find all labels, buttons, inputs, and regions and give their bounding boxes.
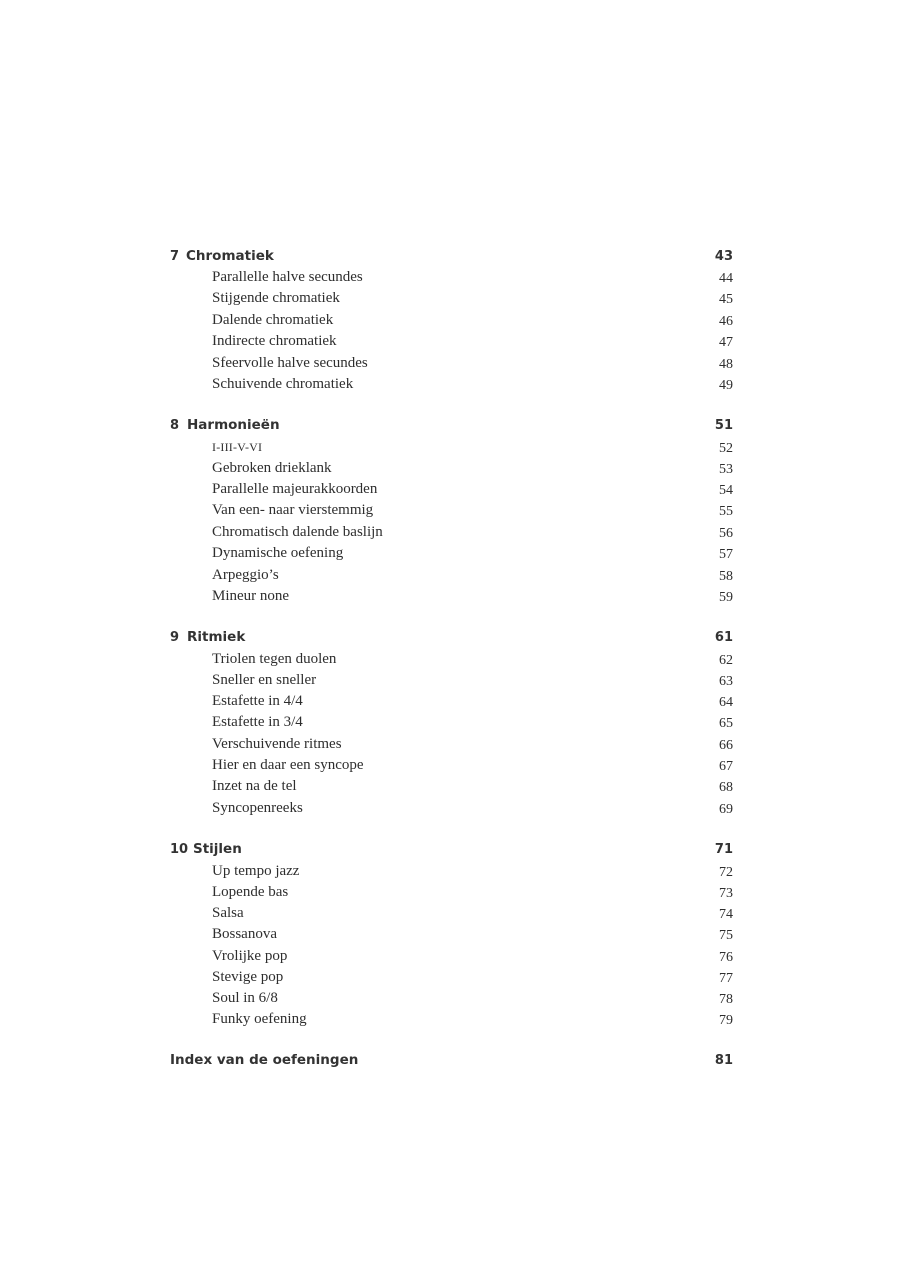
entry-title: Vrolijke pop (212, 948, 288, 964)
entry-page: 46 (719, 314, 733, 329)
toc-entry (170, 267, 733, 288)
chapter-number: 10 (170, 842, 189, 857)
chapter-number: 7 (170, 249, 180, 264)
entry-title: Syncopenreeks (212, 800, 303, 816)
toc-entry (170, 798, 733, 819)
toc-entry (170, 924, 733, 945)
entry-page: 67 (719, 759, 733, 774)
entry-page: 59 (719, 590, 733, 605)
toc-entry (170, 946, 733, 967)
chapter-title: Harmonieën (187, 417, 280, 433)
entry-page: 45 (719, 292, 733, 307)
entry-page: 77 (719, 971, 733, 986)
entry-page: 75 (719, 928, 733, 943)
entry-page: 56 (719, 526, 733, 541)
entry-title: Inzet na de tel (212, 778, 297, 794)
chapter-page: 51 (714, 418, 733, 433)
toc-entry (170, 882, 733, 903)
entry-title: Soul in 6/8 (212, 990, 278, 1006)
toc-entry (170, 586, 733, 607)
entry-page: 74 (719, 907, 733, 922)
toc-entry (170, 565, 733, 586)
entry-title: Triolen tegen duolen (212, 651, 337, 667)
chapter-number: 8 (170, 418, 180, 433)
entry-page: 69 (719, 802, 733, 817)
chapter-heading (170, 246, 733, 267)
entry-title: Chromatisch dalende baslijn (212, 524, 383, 540)
entry-title: Dynamische oefening (212, 545, 344, 561)
entry-page: 58 (719, 569, 733, 584)
entry-title: Hier en daar een syncope (212, 757, 364, 773)
toc-entry (170, 691, 733, 712)
entry-page: 53 (719, 462, 733, 477)
entry-page: 73 (719, 886, 733, 901)
entry-title: Sfeervolle halve secundes (212, 355, 368, 371)
entry-title: Stijgende chromatiek (212, 290, 340, 306)
toc-entry (170, 755, 733, 776)
entry-page: 52 (719, 441, 733, 456)
entry-title: Sneller en sneller (212, 672, 317, 688)
entry-page: 54 (719, 483, 733, 498)
entry-page: 47 (719, 335, 733, 350)
index-page: 81 (714, 1053, 733, 1068)
entry-title: Verschuivende ritmes (212, 736, 342, 752)
toc-entry (170, 670, 733, 691)
entry-page: 63 (719, 674, 733, 689)
entry-title: Bossanova (212, 926, 277, 942)
toc-entry (170, 310, 733, 331)
entry-title: Estafette in 4/4 (212, 693, 303, 709)
chapter-heading (170, 627, 733, 648)
entry-title: Estafette in 3/4 (212, 714, 303, 730)
toc-entry (170, 712, 733, 733)
entry-page: 48 (719, 357, 733, 372)
entry-title: Dalende chromatiek (212, 312, 334, 328)
entry-title: Gebroken drieklank (212, 460, 332, 476)
chapter-heading (170, 839, 733, 860)
entry-page: 64 (719, 695, 733, 710)
entry-title: Van een- naar vierstemmig (212, 502, 374, 518)
chapter-title: Ritmiek (187, 629, 246, 645)
toc-entry (170, 374, 733, 395)
entry-page: 66 (719, 738, 733, 753)
entry-page: 68 (719, 780, 733, 795)
entry-page: 78 (719, 992, 733, 1007)
chapter-title: Stijlen (193, 841, 242, 857)
entry-title: Funky oefening (212, 1011, 307, 1027)
toc-entry (170, 288, 733, 309)
entry-page: 49 (719, 378, 733, 393)
chapter-page: 71 (714, 842, 733, 857)
index-title: Index van de oefeningen (170, 1052, 359, 1068)
entry-page: 55 (719, 504, 733, 519)
entry-page: 57 (719, 547, 733, 562)
entry-page: 72 (719, 865, 733, 880)
entry-title: Salsa (212, 905, 244, 921)
entry-title: Indirecte chromatiek (212, 333, 337, 349)
entry-title: Arpeggio’s (212, 567, 279, 583)
toc-entry (170, 1009, 733, 1030)
toc-entry (170, 649, 733, 670)
entry-page: 65 (719, 716, 733, 731)
toc-entry (170, 967, 733, 988)
entry-title: Schuivende chromatiek (212, 376, 354, 392)
chapter-title: Chromatiek (186, 248, 274, 264)
entry-title: Mineur none (212, 588, 290, 604)
entry-page: 76 (719, 950, 733, 965)
toc-entry (170, 353, 733, 374)
entry-page: 79 (719, 1013, 733, 1028)
toc-entry (170, 988, 733, 1009)
toc-entry (170, 543, 733, 564)
chapter-page: 43 (714, 249, 733, 264)
toc-entry (170, 458, 733, 479)
toc-entry (170, 500, 733, 521)
entry-page: 44 (719, 271, 733, 286)
toc-entry (170, 522, 733, 543)
index-heading (170, 1050, 733, 1071)
entry-title: Stevige pop (212, 969, 284, 985)
toc-entry (170, 734, 733, 755)
entry-title: Parallelle majeurakkoorden (212, 481, 378, 497)
toc-entry (170, 903, 733, 924)
chapter-page: 61 (714, 630, 733, 645)
chapter-number: 9 (170, 630, 180, 645)
toc-entry (170, 776, 733, 797)
entry-page: 62 (719, 653, 733, 668)
toc-entry (170, 331, 733, 352)
chapter-heading (170, 415, 733, 436)
entry-title: I-III-V-VI (212, 440, 263, 454)
toc-entry (170, 479, 733, 500)
entry-title: Parallelle halve secundes (212, 269, 363, 285)
toc-entry (170, 437, 733, 458)
toc-entry (170, 861, 733, 882)
entry-title: Lopende bas (212, 884, 289, 900)
entry-title: Up tempo jazz (212, 863, 300, 879)
